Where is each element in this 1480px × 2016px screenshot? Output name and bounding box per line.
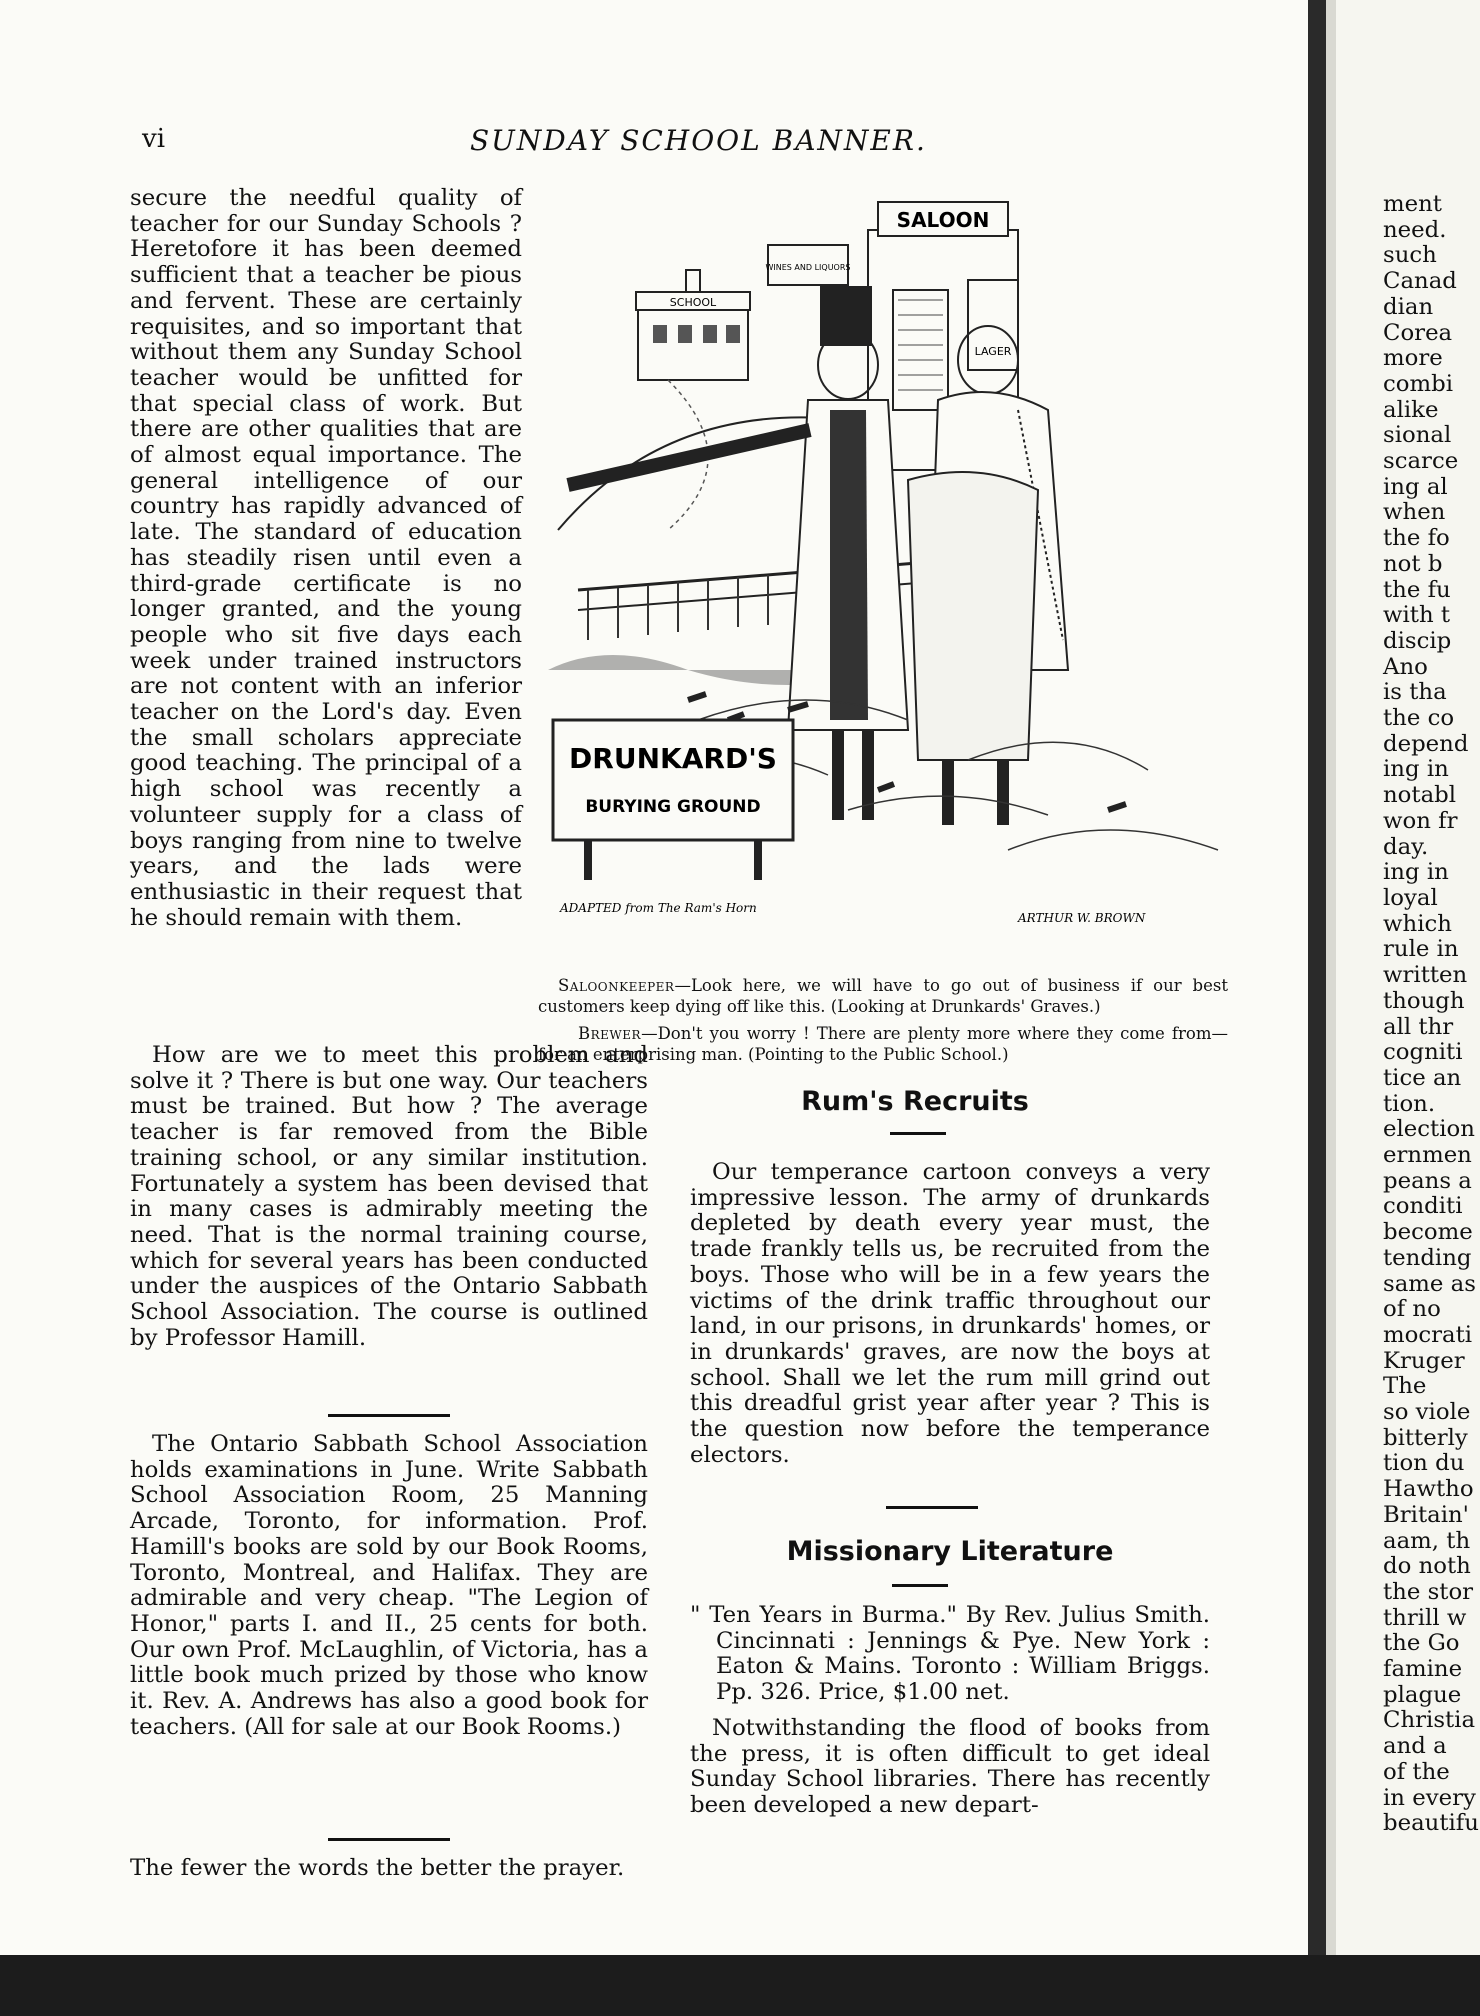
facing-page-line: Hawtho: [1383, 1476, 1474, 1503]
missionary-body: [690, 1603, 1210, 1819]
facing-page-line: all thr: [1383, 1013, 1454, 1040]
facing-page-line: the Go: [1383, 1630, 1460, 1657]
facing-page-line: beautifu: [1383, 1810, 1479, 1837]
facing-page-line: alike: [1383, 396, 1439, 423]
facing-page-line: need.: [1383, 216, 1447, 243]
facing-page-line: ing in: [1383, 859, 1449, 886]
facing-page-line: ment: [1383, 191, 1442, 217]
facing-page-line: more: [1383, 345, 1443, 372]
facing-page-line: such: [1383, 242, 1437, 269]
heading-missionary-literature: Missionary Literature: [786, 1536, 1114, 1567]
facing-page-line: election: [1383, 1116, 1475, 1143]
facing-page-line: conditi: [1383, 1193, 1463, 1220]
facing-page-line: peans a: [1383, 1167, 1472, 1194]
facing-page-line: Britain': [1383, 1501, 1469, 1528]
facing-page-line: so viole: [1383, 1399, 1471, 1426]
facing-page-line: written: [1383, 962, 1468, 989]
facing-page: [1336, 0, 1480, 2016]
facing-page-line: dian: [1383, 293, 1434, 320]
facing-page-line: with t: [1383, 602, 1451, 629]
lager-sign: LAGER: [974, 345, 1012, 358]
facing-page-line: ing in: [1383, 756, 1449, 783]
caption-text-1: —Look here, we will have to go out of business if our best customers keep dying off like this. (Looking at Drunkards' Graves.): [538, 976, 1228, 1016]
scan-bottom-edge: [0, 1955, 1480, 2016]
divider-rule: [328, 1838, 450, 1841]
school-sign: SCHOOL: [669, 296, 717, 309]
caption-saloonkeeper: [538, 975, 1228, 1017]
left-column-wide: [130, 1043, 648, 1351]
facing-page-line: scarce: [1383, 448, 1459, 475]
facing-page-line: the stor: [1383, 1578, 1474, 1605]
facing-page-line: loyal: [1383, 884, 1438, 911]
facing-page-line: thrill w: [1383, 1604, 1467, 1631]
speaker-brewer: Brewer: [578, 1024, 642, 1043]
facing-page-line: though: [1383, 987, 1465, 1014]
facing-page-line: tion du: [1383, 1450, 1465, 1477]
caption-brewer: [538, 1023, 1228, 1065]
left-column-association: [130, 1432, 648, 1740]
book-entry-burma: " Ten Years in Burma." By Rev. Julius Smith. Cincinnati : Jennings & Pye. New York : Eaton & Mains. Toronto : William Briggs. Pp. 326. Price, $1.00 net.: [690, 1602, 1210, 1706]
facing-page-line: of no: [1383, 1296, 1441, 1323]
rums-recruits-body: [690, 1160, 1210, 1468]
paragraph-libraries: Notwithstanding the flood of books from the press, it is often difficult to get ideal Sunday School libraries. There has recently been developed a new depart-: [690, 1714, 1210, 1818]
facing-page-line: Ano: [1383, 653, 1428, 680]
facing-page-line: and a: [1383, 1733, 1447, 1760]
facing-page-line: of the: [1383, 1758, 1450, 1785]
saloon-sign: SALOON: [896, 208, 990, 232]
facing-page-line: ing al: [1383, 473, 1448, 500]
heading-rule: [890, 1132, 946, 1135]
heading-rule: [892, 1584, 948, 1587]
facing-page-line: The: [1383, 1373, 1427, 1400]
paragraph-teacher-quality: secure the needful quality of teacher for our Sunday Schools ? Heretofore it has been deemed sufficient that a teacher be pious and fervent. These are certainly requisites, and so important that without them any Sunday School teacher would be unfitted for that special class of work. But there are other qualities that are of almost equal importance. The general intelligence of our country has rapidly advanced of late. The standard of education has steadily risen until even a third-grade certificate is no longer granted, and the young people who sit five days each week under trained instructors are not content with an inferior teacher on the Lord's day. Even the small scholars appreciate good teaching. The principal of a high school was recently a volunteer supply for a class of boys ranging from nine to twelve years, and the lads were enthusiastic in their request that he should remain with them.: [130, 185, 522, 931]
facing-page-line: become: [1383, 1219, 1473, 1246]
facing-page-line: in every: [1383, 1784, 1476, 1811]
facing-page-line: Canad: [1383, 268, 1457, 295]
facing-page-line: when: [1383, 499, 1446, 526]
speaker-saloonkeeper: Saloonkeeper: [558, 976, 675, 995]
facing-page-line: the fo: [1383, 525, 1450, 552]
facing-page-line: cogniti: [1383, 1039, 1463, 1066]
running-title: SUNDAY SCHOOL BANNER.: [470, 124, 927, 157]
wines-sign: WINES AND LIQUORS: [765, 263, 851, 272]
facing-page-column: [1383, 192, 1479, 1837]
credit-left: ADAPTED from The Ram's Horn: [560, 901, 757, 915]
paragraph-prayer: The fewer the words the better the prayer.: [130, 1855, 625, 1881]
paragraph-rums-recruits: Our temperance cartoon conveys a very impressive lesson. The army of drunkards depleted by death every year must, the trade frankly tells us, be recruited from the boys. Those who will be in a few years the victims of the drink traffic throughout our land, in our prisons, in drunkards' homes, or in drunkards' graves, are now the boys at school. Shall we let the rum mill grind out this dreadful grist year after year ? This is the question now before the temperance electors.: [690, 1159, 1210, 1468]
facing-page-line: Christia: [1383, 1707, 1476, 1734]
facing-page-line: day.: [1383, 833, 1429, 860]
facing-page-line: tice an: [1383, 1064, 1462, 1091]
facing-page-line: won fr: [1383, 807, 1458, 834]
facing-page-line: is tha: [1383, 679, 1447, 706]
heading-rums-recruits: Rum's Recruits: [801, 1086, 1029, 1117]
page-number: vi: [142, 124, 166, 154]
paragraph-association: The Ontario Sabbath School Association holds examinations in June. Write Sabbath School Association Room, 25 Manning Arcade, Toronto, for information. Prof. Hamill's books are sold by our Book Rooms, Toronto, Montreal, and Halifax. They are admirable and very cheap. "The Legion of Honor," parts I. and II., 25 cents for both. Our own Prof. McLaughlin, of Victoria, has a little book much prized by those who know it. Rev. A. Andrews has also a good book for teachers. (All for sale at our Book Rooms.): [130, 1431, 648, 1740]
facing-page-line: combi: [1383, 370, 1453, 397]
facing-page-line: do noth: [1383, 1553, 1471, 1580]
caption-text-2: —Don't you worry ! There are plenty more where they come from—for an enterprising man. (Pointing to the Public School.): [538, 1024, 1228, 1064]
facing-page-line: sional: [1383, 422, 1452, 449]
credit-right: ARTHUR W. BROWN: [1018, 911, 1146, 925]
facing-page-line: ernmen: [1383, 1142, 1472, 1169]
sign-line-2: BURYING GROUND: [585, 797, 761, 817]
facing-page-line: plague: [1383, 1681, 1462, 1708]
facing-page-line: Corea: [1383, 319, 1453, 346]
facing-page-line: notabl: [1383, 782, 1457, 809]
facing-page-line: discip: [1383, 627, 1452, 654]
facing-page-line: the fu: [1383, 576, 1451, 603]
book-spine: [1308, 0, 1326, 2016]
facing-page-line: depend: [1383, 730, 1469, 757]
facing-page-line: Kruger: [1383, 1347, 1465, 1374]
spine-edge: [1326, 0, 1336, 2016]
paragraph-meet-problem: How are we to meet this problem and solve it ? There is but one way. Our teachers must be trained. But how ? The average teacher is far removed from the Bible training school, or any similar institution. Fortunately a system has been devised that in many cases is admirably meeting the need. That is the normal training course, which for several years has been conducted under the auspices of the Ontario Sabbath School Association. The course is outlined by Professor Hamill.: [130, 1042, 648, 1351]
facing-page-line: not b: [1383, 550, 1443, 577]
facing-page-line: rule in: [1383, 936, 1459, 963]
temperance-cartoon: [548, 200, 1230, 952]
prayer-line: [130, 1856, 648, 1882]
facing-page-line: mocrati: [1383, 1321, 1473, 1348]
facing-page-line: aam, th: [1383, 1527, 1471, 1554]
divider-rule: [886, 1506, 978, 1509]
facing-page-line: famine: [1383, 1656, 1463, 1683]
facing-page-line: which: [1383, 910, 1452, 937]
facing-page-line: tending: [1383, 1244, 1472, 1271]
facing-page-line: the co: [1383, 705, 1455, 732]
left-column: [130, 186, 522, 931]
sign-line-1: DRUNKARD'S: [569, 742, 777, 775]
facing-page-line: bitterly: [1383, 1424, 1468, 1451]
divider-rule: [328, 1414, 450, 1417]
facing-page-line: tion.: [1383, 1090, 1436, 1117]
facing-page-line: same as: [1383, 1270, 1476, 1297]
